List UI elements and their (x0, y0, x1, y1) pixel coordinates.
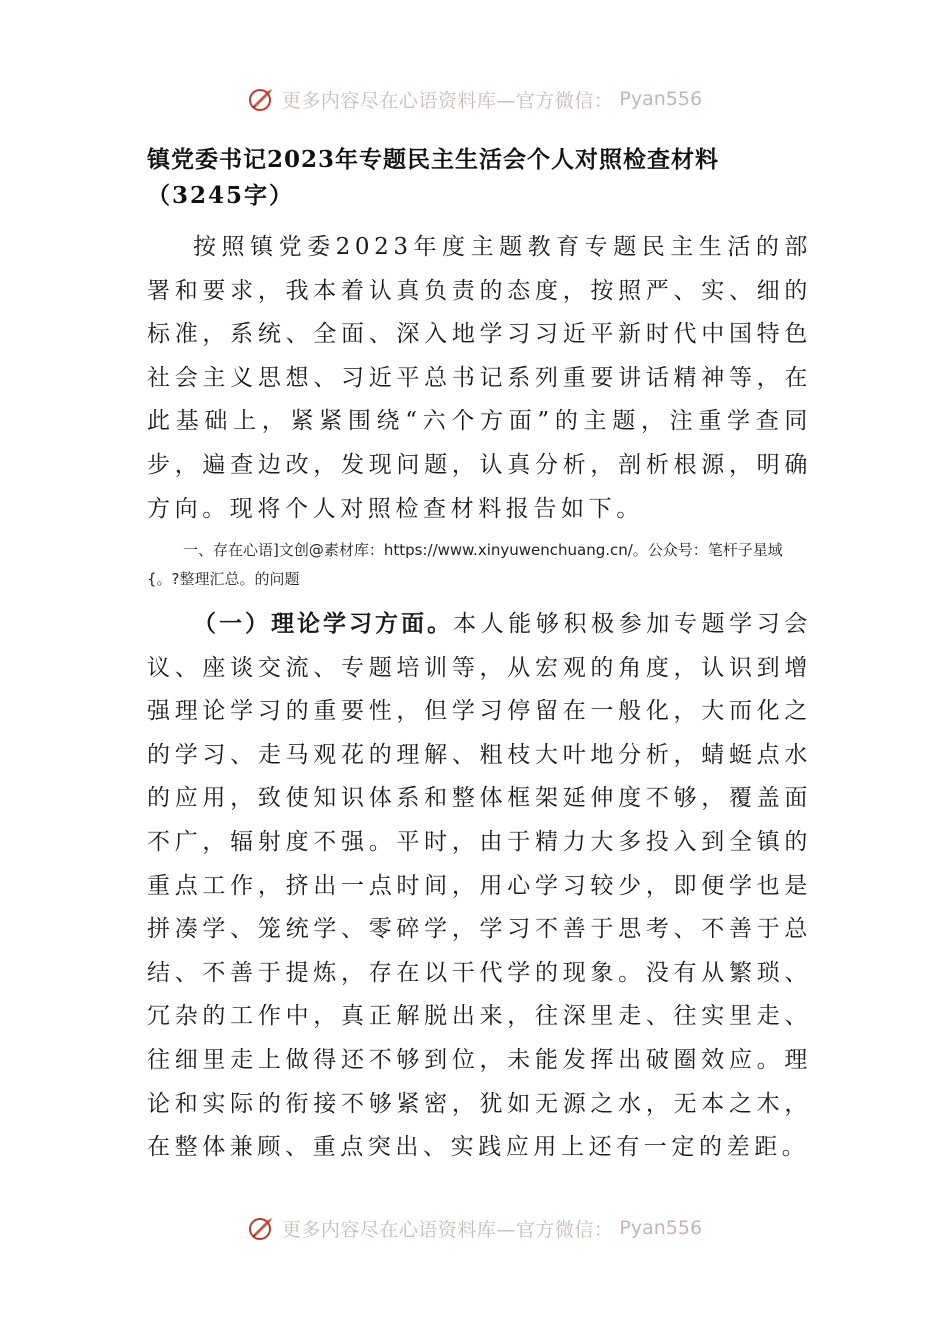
intro-paragraph: 按照镇党委2023年度主题教育专题民主生活的部署和要求，我本着认真负责的态度，按照严、实、细的标准，系统、全面、深入地学习习近平新时代中国特色社会主义思想、习近平总书记系列重要讲话精神等，在此基础上，紧紧围绕“六个方面”的主题，注重学查同步，遍查边改，发现问题，认真分析，剖析根源，明确方向。现将个人对照检查材料报告如下。 (147, 234, 812, 522)
watermark-handle: Pyan556 (619, 88, 703, 110)
section-1-paragraph (147, 602, 812, 1170)
pen-logo-icon (248, 1214, 276, 1242)
title-text: 镇党委书记2023年专题民主生活会个人对照检查材料 (147, 146, 720, 173)
section-1-body: 本人能够积极参加专题学习会议、座谈交流、专题培训等，从宏观的角度，认识到增强理论学习的重要性，但学习停留在一般化，大而化之的学习、走马观花的理解、粗枝大叶地分析，蜻蜓点水的应用，致使知识体系和整体框架延伸度不够，覆盖面不广，辐射度不强。平时，由于精力大多投入到全镇的重点工作，挤出一点时间，用心学习较少，即便学也是拼凑学、笼统学、零碎学，学习不善于思考、不善于总结、不善于提炼，存在以干代学的现象。没有从繁琐、冗杂的工作中，真正解脱出来，往深里走、往实里走、往细里走上做得还不够到位，未能发挥出破圈效应。理论和实际的衔接不够紧密，犹如无源之水，无本之木，在整体兼顾、重点突出、实践应用上还有一定的差距。 (147, 611, 812, 1161)
word-count: （3245字） (147, 182, 295, 209)
inserted-note: 一、存在心语]文创@素材库：https://www.xinyuwenchuang.cn/。公众号：笔杆子星域{。?整理汇总。的问题 (147, 541, 783, 588)
watermark-top (0, 85, 950, 113)
document-title (147, 142, 847, 214)
section-1-heading: （一）理论学习方面。 (193, 610, 454, 637)
watermark-text: 更多内容尽在心语资料库—官方微信： (281, 1218, 614, 1241)
watermark-handle: Pyan556 (619, 1217, 703, 1239)
watermark-text: 更多内容尽在心语资料库—官方微信： (281, 89, 614, 112)
pen-logo-icon (248, 85, 276, 113)
watermark-bottom (0, 1214, 950, 1242)
